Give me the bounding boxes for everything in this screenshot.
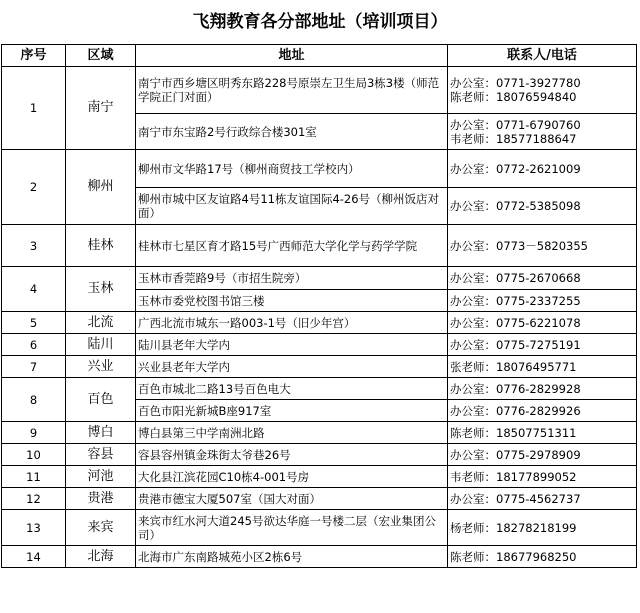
contact-line: 张老师：18076495771 bbox=[450, 359, 577, 374]
header-no: 序号 bbox=[2, 45, 66, 67]
table-row bbox=[2, 150, 637, 188]
region-cell: 南宁 bbox=[66, 67, 136, 150]
contact-line: 办公室：0772-5385098 bbox=[450, 199, 581, 213]
contact-line: 陈老师：18507751311 bbox=[450, 425, 577, 440]
address-cell: 大化县江滨花园C10栋4-001号房 bbox=[136, 466, 448, 488]
contact-line: 办公室：0775-4562737 bbox=[450, 491, 581, 506]
header-region: 区域 bbox=[66, 45, 136, 67]
contact-cell bbox=[448, 188, 637, 225]
region-cell: 贵港 bbox=[66, 488, 136, 510]
contact-line: 办公室：0776-2829926 bbox=[450, 403, 581, 418]
contact-cell bbox=[448, 67, 637, 114]
region-cell: 桂林 bbox=[66, 225, 136, 267]
address-cell: 百色市城北二路13号百色电大 bbox=[136, 378, 448, 400]
contact-cell bbox=[448, 290, 637, 312]
contact-cell bbox=[448, 488, 637, 510]
address-cell: 广西北流市城东一路003-1号（旧少年宫） bbox=[136, 312, 448, 334]
region-cell: 来宾 bbox=[66, 510, 136, 546]
table-row bbox=[2, 356, 637, 378]
contact-cell bbox=[448, 510, 637, 546]
address-cell: 来宾市红水河大道245号欲达华庭一号楼二层（宏业集团公司） bbox=[136, 510, 448, 546]
table-row bbox=[2, 267, 637, 290]
contact-line: 陈老师：18076594840 bbox=[450, 90, 577, 104]
row-number: 2 bbox=[2, 150, 66, 225]
address-cell: 博白县第三中学南洲北路 bbox=[136, 422, 448, 444]
contact-line: 办公室：0772-2621009 bbox=[450, 161, 581, 176]
region-cell: 北流 bbox=[66, 312, 136, 334]
contact-line: 陈老师：18677968250 bbox=[450, 549, 577, 564]
address-table bbox=[1, 44, 637, 568]
table-row bbox=[2, 378, 637, 400]
contact-cell bbox=[448, 312, 637, 334]
contact-line: 办公室：0775-7275191 bbox=[450, 337, 581, 352]
row-number: 6 bbox=[2, 334, 66, 356]
header-contact: 联系人/电话 bbox=[448, 45, 637, 67]
contact-cell bbox=[448, 334, 637, 356]
contact-cell bbox=[448, 225, 637, 267]
header-row bbox=[2, 45, 637, 67]
row-number: 11 bbox=[2, 466, 66, 488]
contact-cell bbox=[448, 466, 637, 488]
region-cell: 陆川 bbox=[66, 334, 136, 356]
row-number: 14 bbox=[2, 546, 66, 568]
contact-line: 韦老师：18177899052 bbox=[450, 469, 577, 484]
contact-line: 办公室：0775-2337255 bbox=[450, 293, 581, 308]
region-cell: 玉林 bbox=[66, 267, 136, 312]
row-number: 8 bbox=[2, 378, 66, 422]
contact-cell bbox=[448, 150, 637, 188]
table-row bbox=[2, 510, 637, 546]
address-cell: 贵港市德宝大厦507室（国大对面） bbox=[136, 488, 448, 510]
row-number: 10 bbox=[2, 444, 66, 466]
contact-line: 办公室：0775-2978909 bbox=[450, 447, 581, 462]
row-number: 5 bbox=[2, 312, 66, 334]
region-cell: 兴业 bbox=[66, 356, 136, 378]
address-cell: 柳州市文华路17号（柳州商贸技工学校内） bbox=[136, 150, 448, 188]
contact-line: 办公室：0771-6790760 bbox=[450, 117, 581, 132]
table-row bbox=[2, 444, 637, 466]
address-cell: 容县容州镇金珠街太爷巷26号 bbox=[136, 444, 448, 466]
table-row bbox=[2, 312, 637, 334]
contact-cell bbox=[448, 444, 637, 466]
contact-line: 杨老师：18278218199 bbox=[450, 520, 577, 535]
contact-cell bbox=[448, 422, 637, 444]
contact-cell bbox=[448, 378, 637, 400]
table-row bbox=[2, 225, 637, 267]
table-row bbox=[2, 546, 637, 568]
address-cell: 百色市阳光新城B座917室 bbox=[136, 400, 448, 422]
header-address: 地址 bbox=[136, 45, 448, 67]
region-cell: 北海 bbox=[66, 546, 136, 568]
contact-line: 办公室：0773－5820355 bbox=[450, 238, 588, 253]
row-number: 13 bbox=[2, 510, 66, 546]
table-row bbox=[2, 334, 637, 356]
address-cell: 玉林市委党校图书馆三楼 bbox=[136, 290, 448, 312]
address-cell: 南宁市西乡塘区明秀东路228号原崇左卫生局3栋3楼（师范学院正门对面） bbox=[136, 67, 448, 114]
region-cell: 柳州 bbox=[66, 150, 136, 225]
page-title: 飞翔教育各分部地址（培训项目） bbox=[192, 12, 448, 32]
contact-line: 办公室：0775-6221078 bbox=[450, 315, 581, 330]
region-cell: 容县 bbox=[66, 444, 136, 466]
address-cell: 北海市广东南路城苑小区2栋6号 bbox=[136, 546, 448, 568]
table-body bbox=[2, 67, 637, 568]
contact-cell bbox=[448, 400, 637, 422]
contact-line: 办公室：0776-2829928 bbox=[450, 381, 581, 396]
table-row bbox=[2, 488, 637, 510]
address-cell: 玉林市香莞路9号（市招生院旁） bbox=[136, 267, 448, 290]
contact-cell bbox=[448, 546, 637, 568]
table-row bbox=[2, 422, 637, 444]
address-cell: 南宁市东宝路2号行政综合楼301室 bbox=[136, 114, 448, 150]
address-cell: 桂林市七星区育才路15号广西师范大学化学与药学学院 bbox=[136, 225, 448, 267]
contact-cell bbox=[448, 267, 637, 290]
region-cell: 河池 bbox=[66, 466, 136, 488]
row-number: 1 bbox=[2, 67, 66, 150]
table-row bbox=[2, 67, 637, 114]
row-number: 12 bbox=[2, 488, 66, 510]
row-number: 4 bbox=[2, 267, 66, 312]
address-cell: 陆川县老年大学内 bbox=[136, 334, 448, 356]
contact-line: 韦老师：18577188647 bbox=[450, 131, 577, 146]
contact-cell bbox=[448, 114, 637, 150]
row-number: 7 bbox=[2, 356, 66, 378]
contact-line: 办公室：0771-3927780 bbox=[450, 76, 581, 90]
address-cell: 柳州市城中区友谊路4号11栋友谊国际4-26号（柳州饭店对面） bbox=[136, 188, 448, 225]
table-row bbox=[2, 466, 637, 488]
region-cell: 百色 bbox=[66, 378, 136, 422]
address-cell: 兴业县老年大学内 bbox=[136, 356, 448, 378]
contact-cell bbox=[448, 356, 637, 378]
row-number: 9 bbox=[2, 422, 66, 444]
contact-line: 办公室：0775-2670668 bbox=[450, 271, 581, 285]
row-number: 3 bbox=[2, 225, 66, 267]
region-cell: 博白 bbox=[66, 422, 136, 444]
